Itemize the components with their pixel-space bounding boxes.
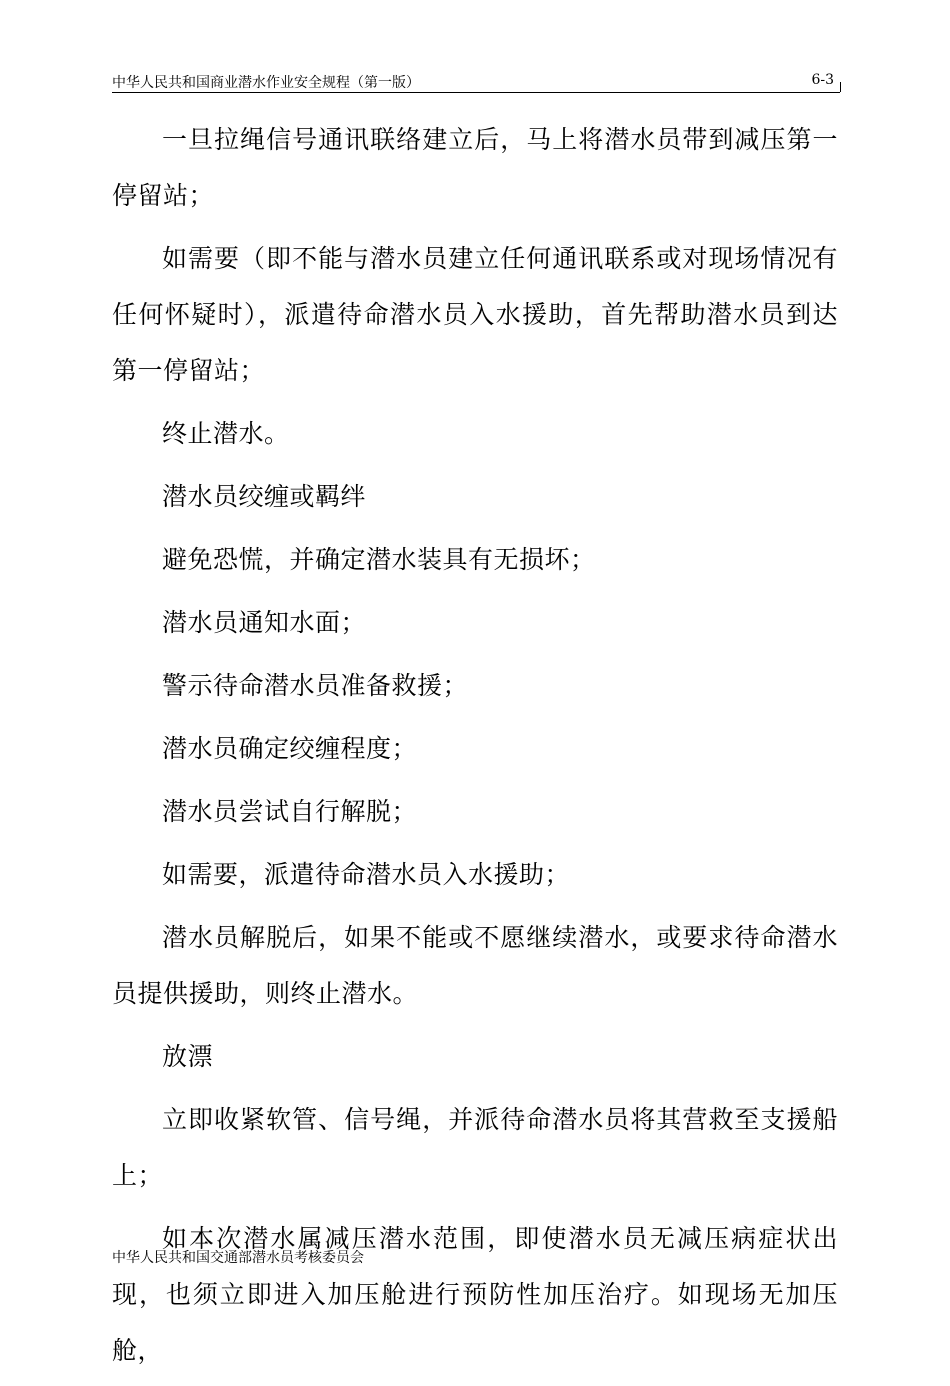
paragraph: 终止潜水。 bbox=[162, 419, 290, 448]
paragraph: 潜水员尝试自行解脱； bbox=[162, 797, 418, 826]
header-rule-tick bbox=[840, 82, 842, 92]
paragraph: 如需要（即不能与潜水员建立任何通讯联系或对现场情况有任何怀疑时），派遣待命潜水员入水援助，首先帮助潜水员到达第一停留站； bbox=[112, 244, 838, 385]
paragraph: 潜水员确定绞缠程度； bbox=[162, 734, 418, 763]
page-footer: 中华人民共和国交通部潜水员考核委员会 bbox=[112, 1250, 364, 1266]
paragraph: 警示待命潜水员准备救援； bbox=[162, 671, 469, 700]
paragraph: 潜水员通知水面； bbox=[162, 608, 367, 637]
section-heading: 潜水员绞缠或羁绊 bbox=[162, 482, 367, 511]
paragraph: 立即收紧软管、信号绳，并派待命潜水员将其营救至支援船上； bbox=[112, 1105, 838, 1190]
paragraph: 如需要，派遣待命潜水员入水援助； bbox=[162, 860, 571, 889]
paragraph: 如本次潜水属减压潜水范围，即使潜水员无减压病症状出现，也须立即进入加压舱进行预防性加压治疗。如现场无加压舱， bbox=[112, 1224, 838, 1365]
paragraph: 潜水员解脱后，如果不能或不愿继续潜水，或要求待命潜水员提供援助，则终止潜水。 bbox=[112, 923, 838, 1008]
header-page-number: 6-3 bbox=[811, 72, 834, 88]
section-heading: 放漂 bbox=[162, 1042, 214, 1071]
paragraph: 避免恐慌，并确定潜水装具有无损坏； bbox=[162, 545, 596, 574]
body-text bbox=[112, 112, 838, 1386]
header-title: 中华人民共和国商业潜水作业安全规程（第一版） bbox=[112, 75, 420, 91]
page-header bbox=[112, 70, 840, 93]
paragraph: 一旦拉绳信号通讯联络建立后，马上将潜水员带到减压第一停留站； bbox=[112, 125, 838, 210]
